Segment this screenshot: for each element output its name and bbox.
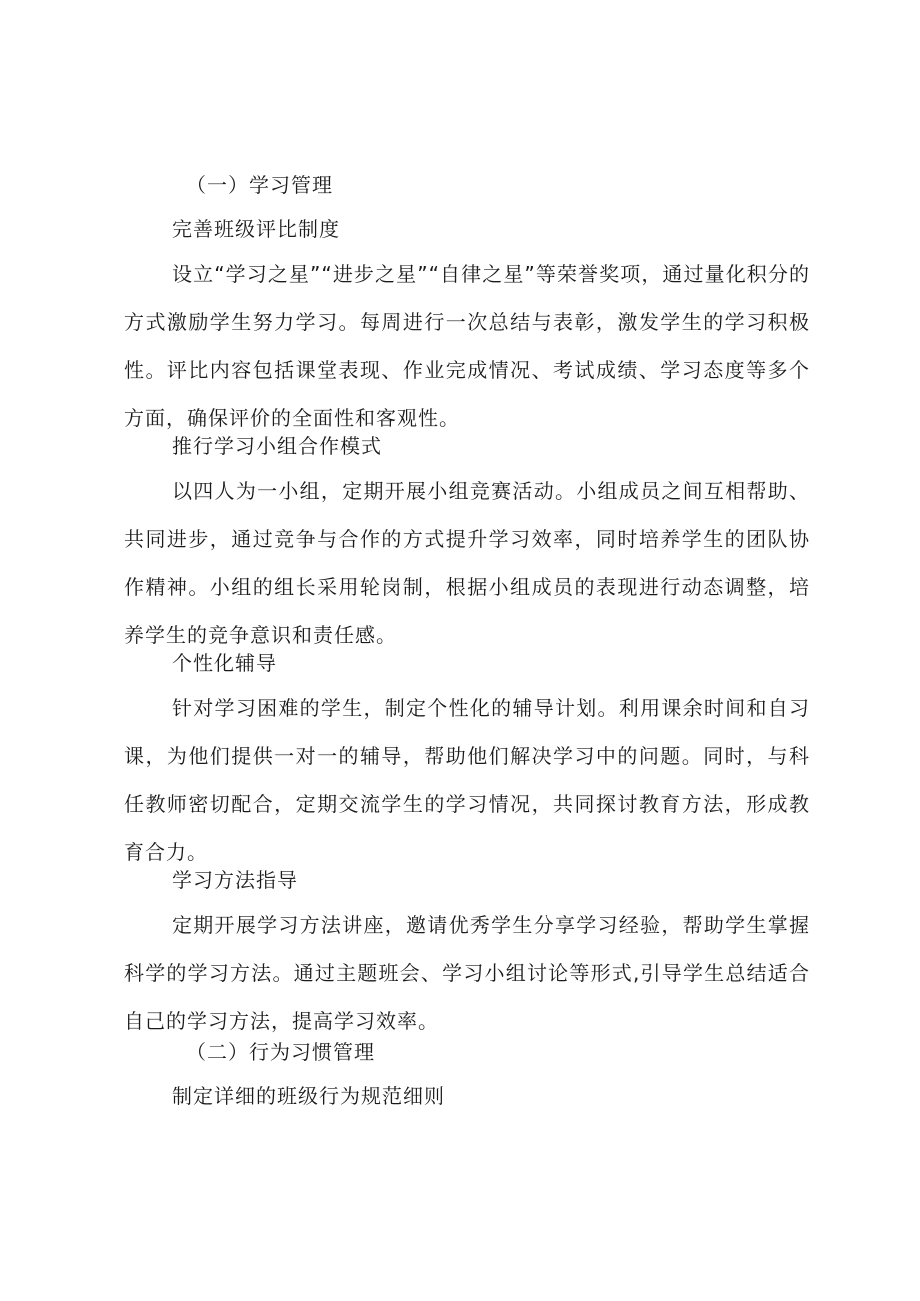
item-body: 定期开展学习方法讲座，邀请优秀学生分享学习经验，帮助学生掌握科学的学习方法。通过主题班会、学习小组讨论等形式,引导学生总结适合自己的学习方法，提高学习效率。 [124, 913, 810, 1033]
item-title: 个性化辅导 [172, 651, 277, 675]
item-title: 完善班级评比制度 [172, 217, 340, 241]
item-title: 推行学习小组合作模式 [172, 434, 382, 458]
item-body: 针对学习困难的学生，制定个性化的辅导计划。利用课余时间和自习课，为他们提供一对一的辅导，帮助他们解决学习中的问题。同时，与科任教师密切配合，定期交流学生的学习情况，共同探讨教育方法，形成教育合力。 [124, 696, 810, 864]
item-body: 设立“学习之星”“进步之星”“自律之星”等荣誉奖项，通过量化积分的方式激励学生努力学习。每周进行一次总结与表彰，激发学生的学习积极性。评比内容包括课堂表现、作业完成情况、考试成绩、学习态度等多个方面，确保评价的全面性和客观性。 [124, 262, 810, 430]
item-title: 制定详细的班级行为规范细则 [172, 1084, 445, 1108]
section-heading: （一）学习管理 [186, 173, 333, 197]
item-body: 以四人为一小组，定期开展小组竞赛活动。小组成员之间互相帮助、共同进步，通过竞争与合作的方式提升学习效率，同时培养学生的团队协作精神。小组的组长采用轮岗制，根据小组成员的表现进行动态调整，培养学生的竞争意识和责任感。 [124, 479, 810, 647]
section-heading: （二）行为习惯管理 [186, 1040, 375, 1064]
item-title: 学习方法指导 [172, 868, 298, 892]
